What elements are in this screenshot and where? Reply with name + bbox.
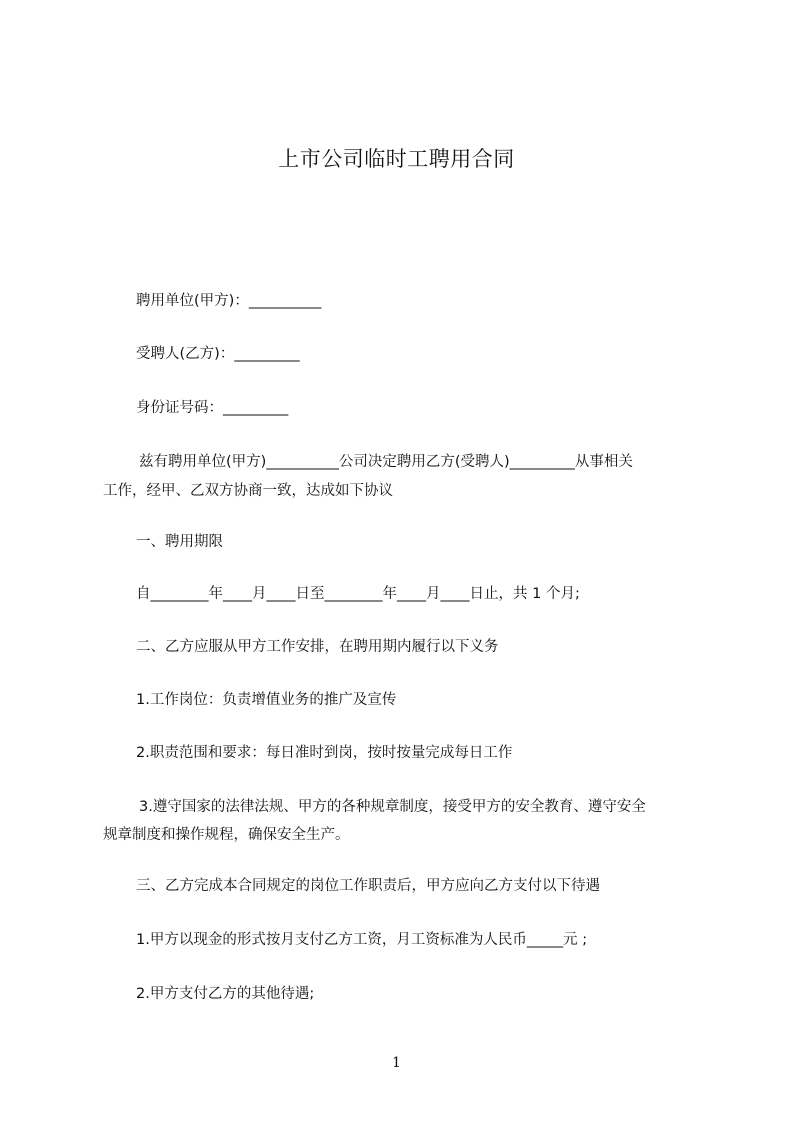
- intro-line-2: 工作，经甲、乙双方协商一致，达成如下协议: [103, 483, 393, 499]
- duty-2: 2.职责范围和要求：每日准时到岗，按时按量完成每日工作: [136, 745, 513, 761]
- section-1-heading: 一、聘用期限: [136, 534, 223, 550]
- section-3-heading: 三、乙方完成本合同规定的岗位工作职责后，甲方应向乙方支付以下待遇: [136, 878, 600, 894]
- id-number-line: 身份证号码：_________: [136, 400, 289, 416]
- intro-line-1: 兹有聘用单位(甲方)__________公司决定聘用乙方(受聘人)_________从事相关: [139, 454, 633, 470]
- section-2-heading: 二、乙方应服从甲方工作安排，在聘用期内履行以下义务: [136, 639, 499, 655]
- duty-3-line-1: 3.遵守国家的法律法规、甲方的各种规章制度，接受甲方的安全教育、遵守安全: [139, 799, 646, 815]
- page-number: 1: [392, 1055, 401, 1071]
- duty-1: 1.工作岗位：负责增值业务的推广及宣传: [136, 692, 397, 708]
- term-line: 自________年____月____日至________年____月____日止，共 1 个月;: [136, 586, 580, 602]
- contract-title: 上市公司临时工聘用合同: [278, 147, 515, 171]
- benefit-2: 2.甲方支付乙方的其他待遇;: [136, 986, 315, 1002]
- duty-3-line-2: 规章制度和操作规程，确保安全生产。: [103, 827, 350, 843]
- employee-line: 受聘人(乙方)：_________: [136, 346, 300, 362]
- benefit-1: 1.甲方以现金的形式按月支付乙方工资，月工资标准为人民币_____元 ;: [136, 932, 588, 948]
- employer-line: 聘用单位(甲方)：__________: [136, 293, 322, 309]
